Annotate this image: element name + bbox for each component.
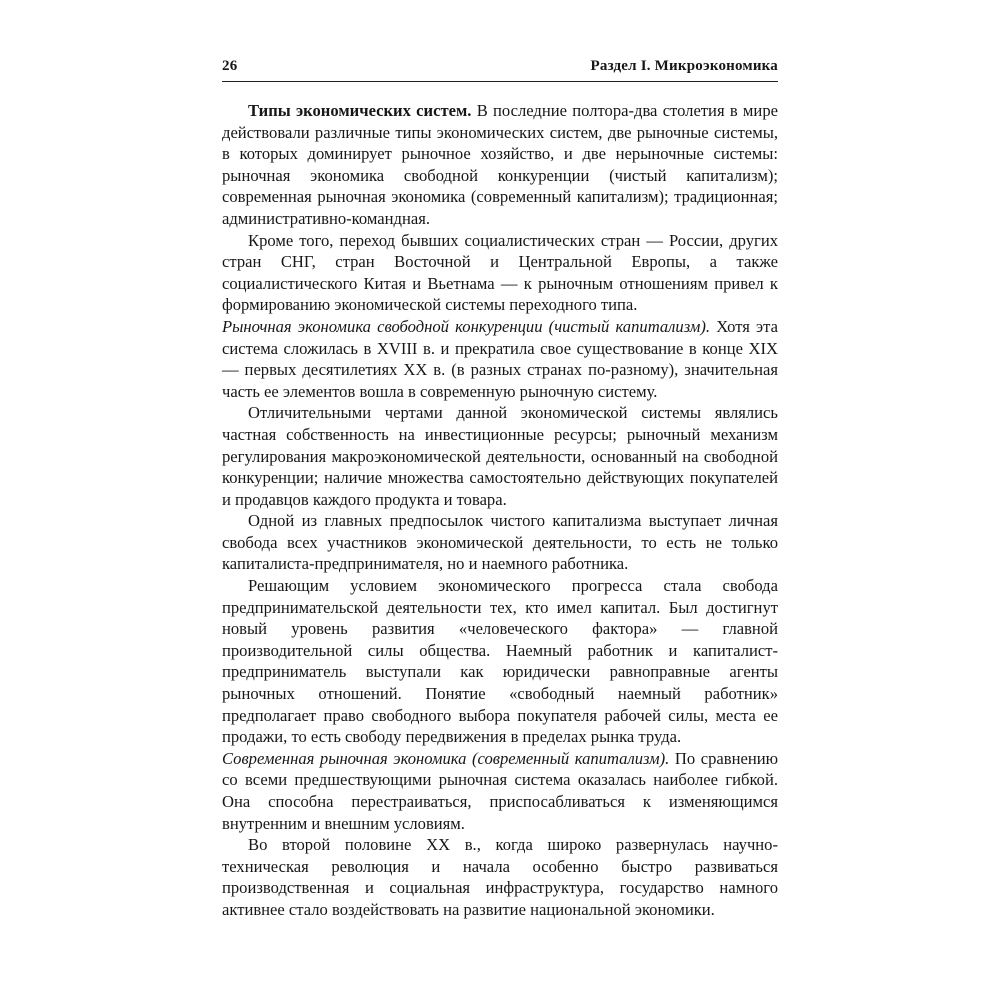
paragraph-text: Хотя эта система сложилась в XVIII в. и прекратила свое существование в конце XIX — первых десятилетиях XX в. (в разных странах по-разному), значительная часть ее элементов вошла в современную рыночную систему. [222, 316, 778, 401]
paragraph-text: По сравнению со всеми предшествующими рыночная система оказалась наиболее гибкой. Она способна перестраиваться, приспосабливаться к изменяющимся внутренним и внешним условиям. [222, 748, 778, 833]
paragraph [222, 748, 778, 834]
paragraph-text: Одной из главных предпосылок чистого капитализма выступает личная свобода всех участников экономической деятельности, то есть не только капиталиста-предпринимателя, но и наемного работника. [222, 511, 778, 574]
paragraph-lead: Рыночная экономика свободной конкуренции (чистый капитализм). [222, 316, 717, 336]
paragraph [222, 402, 778, 510]
paragraph [222, 230, 778, 316]
paragraph-text: Отличительными чертами данной экономической системы являлись частная собственность на инвестиционные ресурсы; рыночный механизм регулирования макроэкономической деятельности, основанный на свободной конкуренции; наличие множества самостоятельно действующих покупателей и продавцов каждого продукта и товара. [222, 403, 778, 509]
paragraph [222, 510, 778, 575]
paragraph [222, 575, 778, 748]
paragraph [222, 100, 778, 230]
page-header [222, 58, 778, 82]
section-title: Раздел I. Микроэкономика [590, 58, 778, 74]
paragraph-text: Решающим условием экономического прогресса стала свобода предпринимательской деятельности тех, кто имел капитал. Был достигнут новый уровень развития «человеческого фактора» — главной производительной силы общества. Наемный работник и капиталист-предприниматель выступали как юридически равноправные агенты рыночных отношений. Понятие «свободный наемный работник» предполагает право свободного выбора покупателя рабочей силы, места ее продажи, то есть свободу передвижения в пределах рынка труда. [222, 576, 778, 747]
paragraph-text: Кроме того, переход бывших социалистических стран — России, других стран СНГ, стран Восточной и Центральной Европы, а также социалистического Китая и Вьетнама — к рыночным отношениям привел к формированию экономической системы переходного типа. [222, 230, 778, 315]
paragraph [222, 834, 778, 920]
paragraph [222, 316, 778, 402]
paragraph-lead: Типы экономических систем. [248, 101, 477, 120]
page-number: 26 [222, 58, 238, 74]
paragraph-lead: Современная рыночная экономика (современный капитализм). [222, 748, 675, 768]
paragraph-text: Во второй половине XX в., когда широко развернулась научно-техническая революция и начала особенно быстро развиваться производственная и социальная инфраструктура, государство намного активнее стало воздействовать на развитие национальной экономики. [222, 835, 778, 919]
paragraph-text: В последние полтора-два столетия в мире действовали различные типы экономических систем, две рыночные системы, в которых доминирует рыночное хозяйство, и две нерыночные системы: рыночная экономика свободной конкуренции (чистый капитализм); современная рыночная экономика (современный капитализм); традиционная; административно-командная. [222, 101, 778, 228]
page-body [222, 100, 778, 921]
